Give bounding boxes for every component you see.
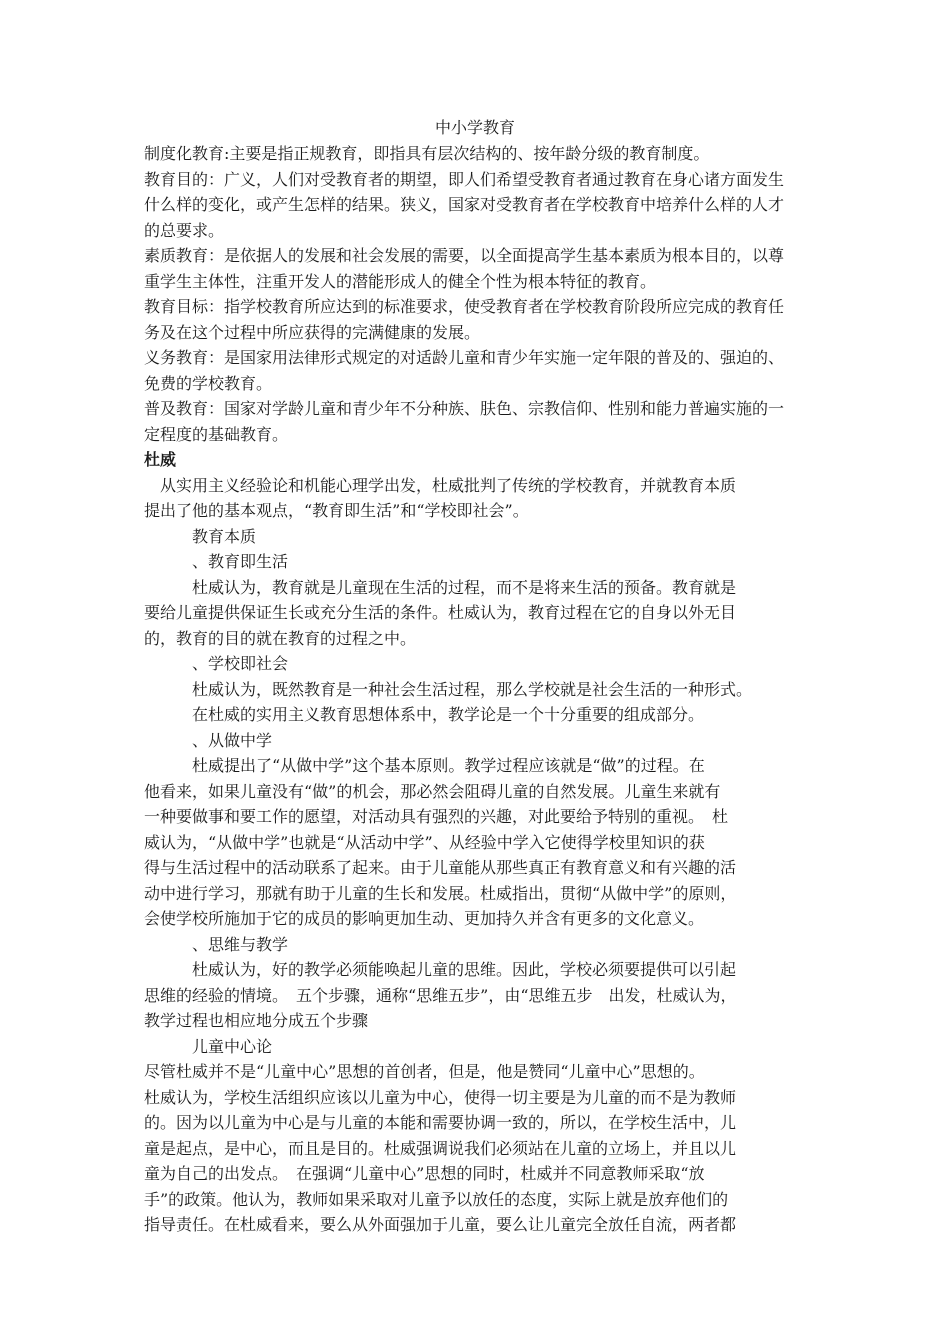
- text-line: 教学过程也相应地分成五个步骤: [144, 1011, 369, 1030]
- text-line: 、从做中学: [144, 730, 273, 750]
- text-line: 要给儿童提供保证生长或充分生活的条件。杜威认为，教育过程在它的自身以外无目: [144, 603, 737, 622]
- text-line: 童是起点，是中心，而且是目的。杜威强调说我们必须站在儿童的立场上，并且以儿: [144, 1138, 737, 1158]
- text-line: 普及教育：国家对学龄儿童和青少年不分种族、肤色、宗教信仰、性别和能力普遍实施的一: [144, 399, 785, 418]
- text-line: 制度化教育:主要是指正规教育，即指具有层次结构的、按年龄分级的教育制度。: [144, 144, 710, 163]
- text-line: 杜威: [144, 450, 177, 469]
- text-line: 什么样的变化，或产生怎样的结果。狭义，国家对受教育者在学校教育中培养什么样的人才: [144, 195, 785, 214]
- text-line: 、思维与教学: [144, 934, 289, 954]
- text-line: 教育目标：指学校教育所应达到的标准要求，使受教育者在学校教育阶段所应完成的教育任: [144, 297, 785, 316]
- document-title: 中小学教育: [434, 118, 515, 137]
- text-line: 动中进行学习，那就有助于儿童的生长和发展。杜威指出，贯彻“从做中学”的原则，: [144, 883, 737, 903]
- text-line: 教育本质: [144, 526, 257, 546]
- text-line: 指导责任。在杜威看来，要么从外面强加于儿童，要么让儿童完全放任自流，两者都: [144, 1215, 737, 1234]
- text-line: 重学生主体性，注重开发人的潜能形成人的健全个性为根本特征的教育。: [144, 271, 657, 291]
- text-line: 威认为，“从做中学”也就是“从活动中学”、从经验中学入它使得学校里知识的获: [144, 832, 705, 852]
- text-line: 杜威认为，学校生活组织应该以儿童为中心，使得一切主要是为儿童的而不是为教师: [144, 1087, 737, 1107]
- text-line: 思维的经验的情境。 五个步骤，通称“思维五步”，由“思维五步 出发，杜威认为，: [144, 985, 737, 1005]
- text-line: 、学校即社会: [144, 654, 289, 673]
- text-line: 童为自己的出发点。 在强调“儿童中心”思想的同时，杜威并不同意教师采取“放: [144, 1164, 705, 1183]
- text-line: 义务教育：是国家用法律形式规定的对适龄儿童和青少年实施一定年限的普及的、强迫的、: [144, 348, 785, 367]
- text-line: 手”的政策。他认为，教师如果采取对儿童予以放任的态度，实际上就是放弃他们的: [144, 1189, 729, 1209]
- text-line: 在杜威的实用主义教育思想体系中，教学论是一个十分重要的组成部分。: [144, 705, 705, 724]
- text-line: 定程度的基础教育。: [144, 424, 289, 444]
- text-line: 免费的学校教育。: [144, 373, 273, 393]
- text-line: 会使学校所施加于它的成员的影响更加生动、更加持久并含有更多的文化意义。: [144, 909, 705, 928]
- text-line: 务及在这个过程中所应获得的完满健康的发展。: [144, 322, 481, 342]
- text-line: 一种要做事和要工作的愿望，对活动具有强烈的兴趣，对此要给予特别的重视。 杜: [144, 807, 729, 826]
- text-line: 杜威认为，教育就是儿童现在生活的过程，而不是将来生活的预备。教育就是: [144, 577, 737, 597]
- text-line: 素质教育：是依据人的发展和社会发展的需要，以全面提高学生基本素质为根本目的，以尊: [144, 246, 785, 265]
- text-line: 、教育即生活: [144, 552, 289, 571]
- text-line: 的总要求。: [144, 220, 225, 240]
- text-line: 尽管杜威并不是“儿童中心”思想的首创者，但是，他是赞同“儿童中心”思想的。: [144, 1062, 705, 1081]
- text-line: 杜威认为，好的教学必须能唤起儿童的思维。因此，学校必须要提供可以引起: [144, 960, 737, 979]
- text-line: 他看来，如果儿童没有“做”的机会，那必然会阻碍儿童的自然发展。儿童生来就有: [144, 781, 721, 801]
- text-line: 杜威提出了“从做中学”这个基本原则。教学过程应该就是“做”的过程。在: [144, 756, 705, 775]
- text-line: 杜威认为，既然教育是一种社会生活过程，那么学校就是社会生活的一种形式。: [144, 679, 753, 699]
- text-line: 提出了他的基本观点，“教育即生活”和“学校即社会”。: [144, 501, 529, 520]
- text-line: 的，教育的目的就在教育的过程之中。: [144, 628, 417, 648]
- text-line: 从实用主义经验论和机能心理学出发，杜威批判了传统的学校教育，并就教育本质: [144, 475, 737, 495]
- text-line: 的。因为以儿童为中心是与儿童的本能和需要协调一致的，所以，在学校生活中，儿: [144, 1113, 737, 1132]
- text-line: 教育目的：广义，人们对受教育者的期望，即人们希望受教育者通过教育在身心诸方面发生: [144, 169, 785, 189]
- text-line: 儿童中心论: [144, 1036, 273, 1056]
- text-line: 得与生活过程中的活动联系了起来。由于儿童能从那些真正有教育意义和有兴趣的活: [144, 858, 737, 877]
